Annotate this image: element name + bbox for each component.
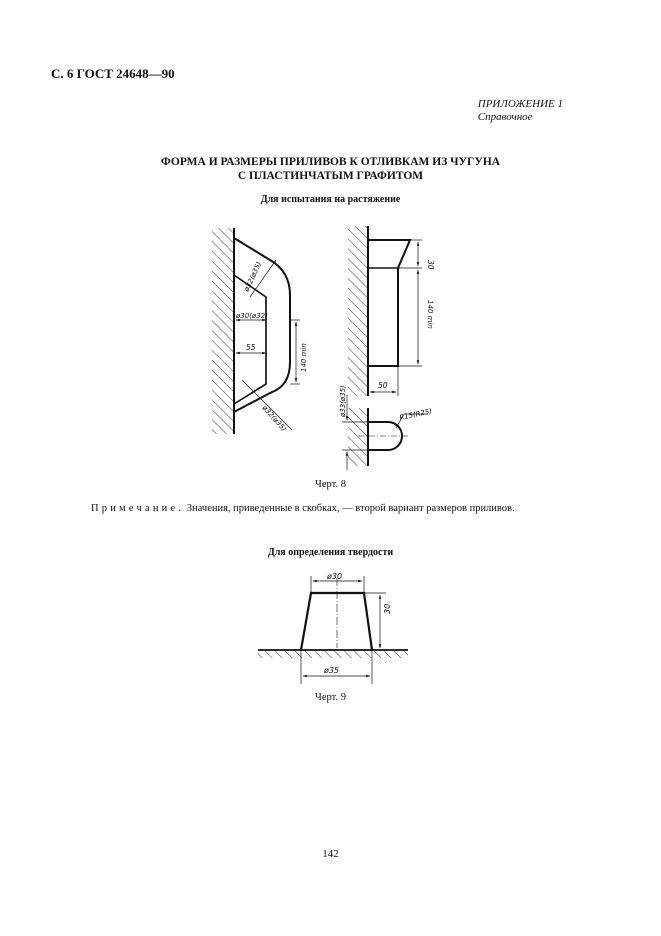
dim-d33: ø33(ø35) bbox=[339, 385, 347, 417]
title-line-1: ФОРМА И РАЗМЕРЫ ПРИЛИВОВ К ОТЛИВКАМ ИЗ ЧУГУНА bbox=[160, 156, 501, 168]
note-label: Примечание. bbox=[91, 503, 185, 514]
note-text: Значения, приведенные в скобках, — второй вариант размеров приливов. bbox=[186, 503, 515, 514]
dim-d-top: ø32(ø35) bbox=[242, 260, 264, 293]
base-hatching bbox=[258, 650, 408, 658]
dim-r15: R15(R25) bbox=[398, 407, 433, 422]
figure8-right-drawing bbox=[348, 226, 435, 396]
dim-30: 30 bbox=[426, 260, 435, 270]
figure8-caption: Черт. 8 bbox=[315, 479, 346, 490]
dim-d30: ø30 bbox=[327, 572, 343, 581]
dim-55: 55 bbox=[246, 343, 256, 352]
title-line-2: С ПЛАСТИНЧАТЫМ ГРАФИТОМ bbox=[237, 170, 424, 182]
dim-140-right: 140 min bbox=[426, 300, 434, 329]
dim-d-mid: ø30(ø32) bbox=[236, 312, 268, 320]
dim-140-left: 140 min bbox=[300, 343, 308, 372]
section-heading-hardness: Для определения твердости bbox=[267, 547, 394, 558]
figure8-left-drawing bbox=[212, 228, 308, 434]
note-paragraph bbox=[91, 503, 515, 514]
page-header: С. 6 ГОСТ 24648—90 bbox=[51, 66, 175, 81]
dim-d35: ø35 bbox=[324, 666, 340, 675]
dim-d-bottom: ø32(ø35) bbox=[260, 403, 288, 434]
wall-hatching-right bbox=[348, 226, 368, 396]
section-heading-tension: Для испытания на растяжение bbox=[260, 194, 401, 205]
wall-hatching-left bbox=[212, 228, 234, 434]
figure8-section-drawing bbox=[339, 385, 433, 470]
appendix-number: ПРИЛОЖЕНИЕ 1 bbox=[477, 98, 563, 110]
appendix-status: Справочное bbox=[477, 111, 533, 123]
page-number: 142 bbox=[322, 848, 339, 860]
dim-h30: 30 bbox=[383, 603, 392, 614]
figure9-drawing bbox=[258, 572, 408, 684]
dim-50: 50 bbox=[378, 381, 388, 390]
figure9-caption: Черт. 9 bbox=[315, 692, 346, 703]
wall-hatching-section bbox=[348, 408, 368, 466]
